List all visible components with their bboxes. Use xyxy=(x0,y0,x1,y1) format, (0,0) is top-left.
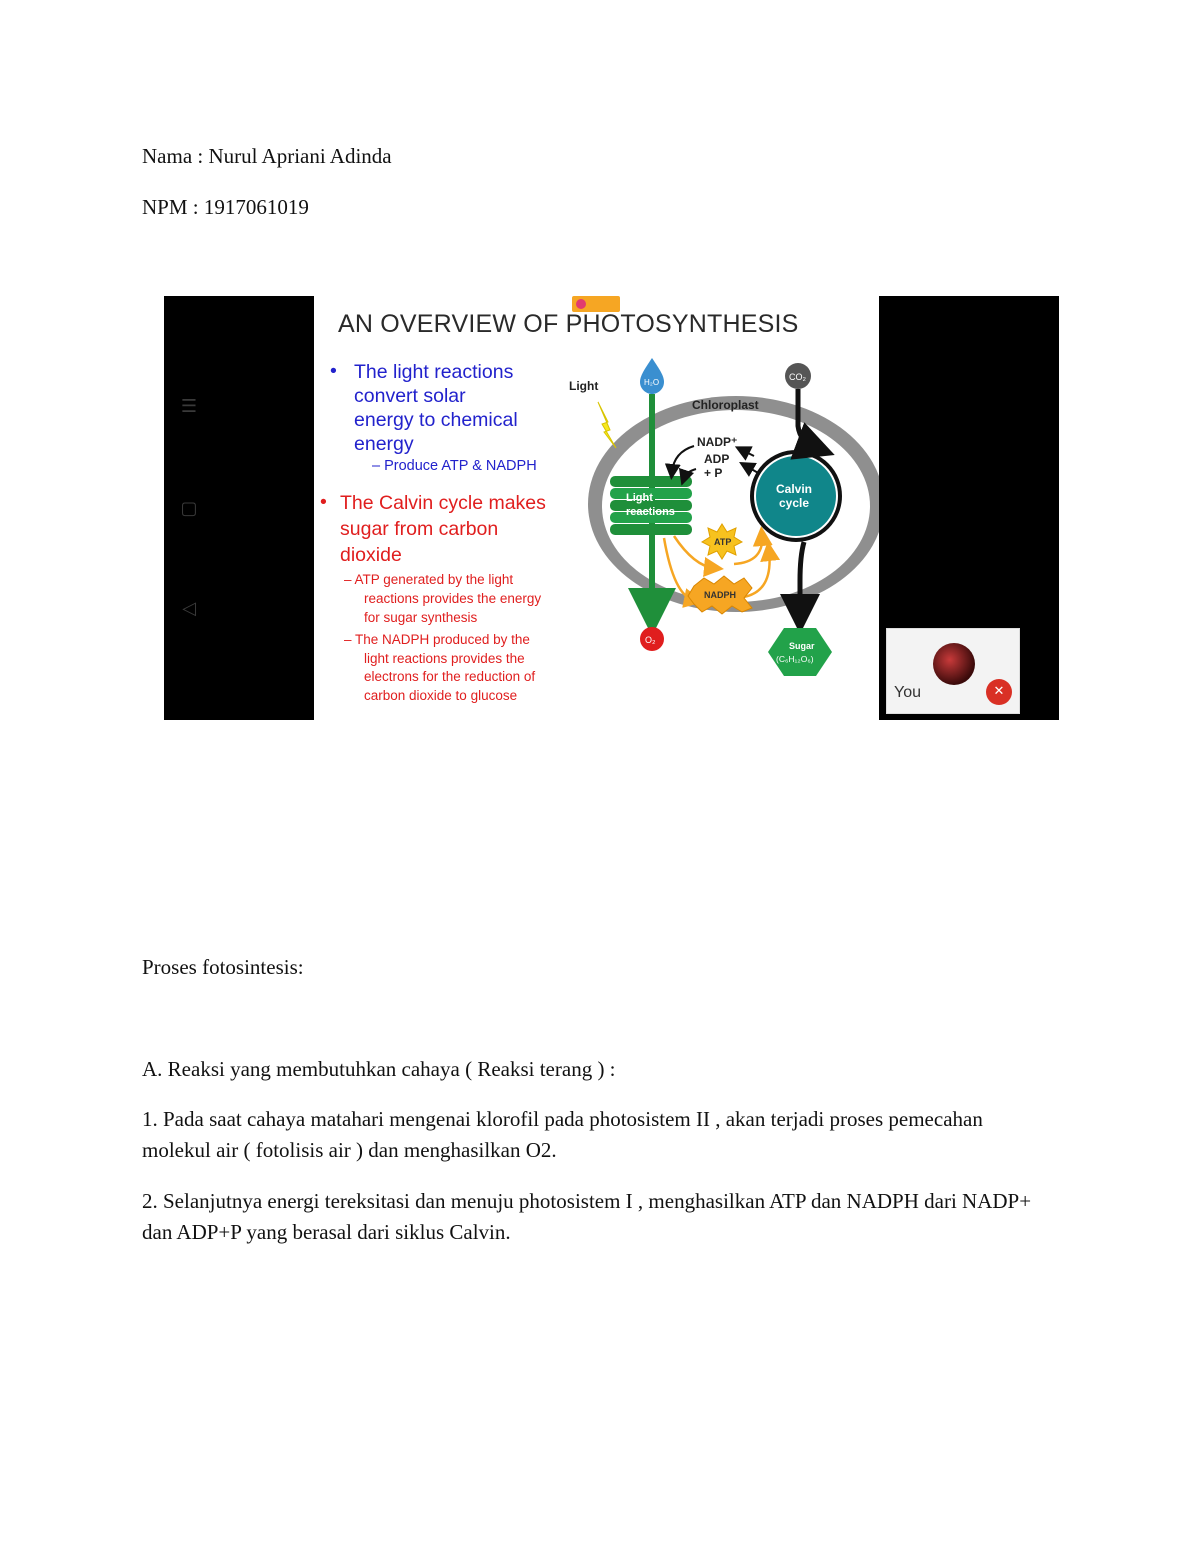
body-heading: Proses fotosintesis: xyxy=(142,955,304,979)
sugar-label-1: Sugar xyxy=(789,641,815,651)
lightning-icon xyxy=(598,402,616,448)
item-2-paragraph: 2. Selanjutnya energi tereksitasi dan menuju photosistem I , menghasilkan ATP dan NADPH dari NADP+ dan ADP+P yang berasal dari siklus Calvin. xyxy=(142,1189,1032,1244)
avatar xyxy=(933,643,975,685)
bullet1-sub: – Produce ATP & NADPH xyxy=(372,458,537,474)
bullet2-line1: The Calvin cycle makes xyxy=(340,492,546,514)
self-video-tile[interactable] xyxy=(886,628,1020,714)
co2-label: CO₂ xyxy=(789,372,806,382)
self-tile-label: You xyxy=(894,684,921,701)
back-icon[interactable]: ◁ xyxy=(182,598,196,619)
adp-label: ADP xyxy=(704,452,730,466)
android-nav-bar xyxy=(164,296,314,720)
presentation-slide xyxy=(314,296,879,720)
sugar-label-2: (C₆H₁₂O₆) xyxy=(776,654,814,664)
screenshot-video-call xyxy=(164,296,1059,720)
home-icon[interactable]: ▢ xyxy=(180,498,198,519)
bullet1-line2: convert solar xyxy=(354,385,466,407)
o2-label: O₂ xyxy=(645,635,656,645)
bullet2-sub2-line2: light reactions provides the xyxy=(364,651,525,666)
atp-label: ATP xyxy=(714,537,732,547)
doc-npm-line: NPM : 1917061019 xyxy=(142,195,309,219)
doc-name-line: Nama : Nurul Apriani Adinda xyxy=(142,144,392,168)
mic-off-icon[interactable]: ✕ xyxy=(986,679,1012,705)
bullet2-sub1-line3: for sugar synthesis xyxy=(364,610,478,625)
h2o-label: H₂O xyxy=(644,378,660,387)
slide-title: AN OVERVIEW OF PHOTOSYNTHESIS xyxy=(338,310,799,338)
bullet2-line3: dioxide xyxy=(340,544,402,566)
light-label: Light xyxy=(569,379,599,393)
bullet-dot-1: • xyxy=(330,360,337,382)
section-a-heading: A. Reaksi yang membutuhkan cahaya ( Reaksi terang ) : xyxy=(142,1057,616,1081)
bullet2-sub1-line1: – ATP generated by the light xyxy=(344,572,514,587)
participant-column xyxy=(879,296,1059,720)
light-reactions-label-1: Light xyxy=(626,492,653,504)
bullet-dot-2: • xyxy=(320,491,327,513)
photosynthesis-diagram xyxy=(564,356,879,686)
plus-p-label: + P xyxy=(704,466,723,480)
bullet2-sub2-line3: electrons for the reduction of xyxy=(364,669,536,684)
sugar-hexagon xyxy=(768,628,832,676)
bullet1-line3: energy to chemical xyxy=(354,409,518,431)
item-1-paragraph: 1. Pada saat cahaya matahari mengenai klorofil pada photosistem II , akan terjadi proses pemecahan molekul air ( fotolisis air ) dan menghasilkan O2. xyxy=(142,1107,983,1162)
nadph-label: NADPH xyxy=(704,590,737,600)
calvin-label-2: cycle xyxy=(779,496,810,510)
water-drop-icon xyxy=(640,358,664,394)
bullet2-line2: sugar from carbon xyxy=(340,518,499,540)
bullet2-sub2-line1: – The NADPH produced by the xyxy=(344,632,530,647)
menu-icon[interactable]: ☰ xyxy=(180,396,198,417)
bullet1-line4: energy xyxy=(354,433,414,455)
bullet2-sub1-line2: reactions provides the energy xyxy=(364,591,542,606)
bullet2-sub2-line4: carbon dioxide to glucose xyxy=(364,688,518,703)
bullet1-line1: The light reactions xyxy=(354,361,514,383)
chloroplast-label: Chloroplast xyxy=(692,398,759,412)
light-reactions-label-2: reactions xyxy=(626,506,675,518)
nadp-label: NADP⁺ xyxy=(697,435,738,449)
calvin-label-1: Calvin xyxy=(776,482,813,496)
